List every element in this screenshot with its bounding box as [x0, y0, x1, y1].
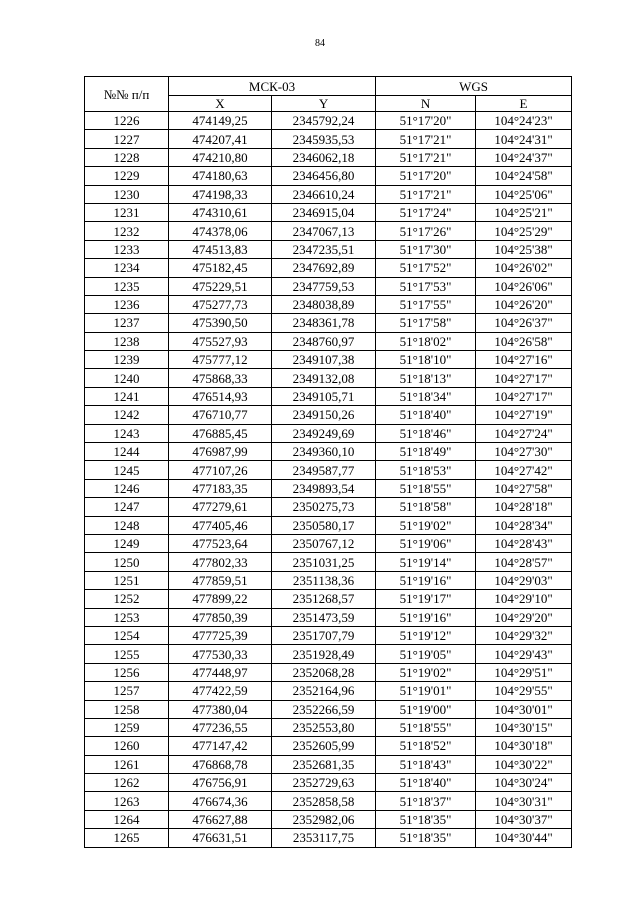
cell-e: 104°28'18" — [476, 498, 572, 516]
cell-point-number: 1263 — [85, 792, 169, 810]
cell-x: 474149,25 — [169, 112, 272, 130]
cell-y: 2352553,80 — [272, 718, 376, 736]
cell-y: 2351707,79 — [272, 626, 376, 644]
cell-e: 104°26'06" — [476, 277, 572, 295]
table-row — [85, 112, 572, 130]
cell-point-number: 1251 — [85, 571, 169, 589]
cell-y: 2348760,97 — [272, 332, 376, 350]
cell-y: 2349587,77 — [272, 461, 376, 479]
cell-x: 476756,91 — [169, 774, 272, 792]
table-row — [85, 774, 572, 792]
table-row — [85, 516, 572, 534]
cell-point-number: 1231 — [85, 203, 169, 221]
table-row — [85, 461, 572, 479]
header-n: N — [376, 96, 476, 112]
cell-n: 51°19'17" — [376, 590, 476, 608]
cell-y: 2350580,17 — [272, 516, 376, 534]
cell-n: 51°19'02" — [376, 663, 476, 681]
cell-e: 104°27'30" — [476, 443, 572, 461]
cell-e: 104°24'31" — [476, 130, 572, 148]
cell-e: 104°30'18" — [476, 737, 572, 755]
cell-n: 51°18'46" — [376, 424, 476, 442]
cell-y: 2352068,28 — [272, 663, 376, 681]
table-row — [85, 700, 572, 718]
cell-y: 2351268,57 — [272, 590, 376, 608]
cell-e: 104°29'03" — [476, 571, 572, 589]
cell-y: 2345792,24 — [272, 112, 376, 130]
cell-y: 2347067,13 — [272, 222, 376, 240]
cell-x: 476987,99 — [169, 443, 272, 461]
cell-e: 104°29'43" — [476, 645, 572, 663]
cell-n: 51°19'16" — [376, 608, 476, 626]
cell-x: 477850,39 — [169, 608, 272, 626]
table-row — [85, 534, 572, 552]
table-row — [85, 314, 572, 332]
cell-e: 104°26'58" — [476, 332, 572, 350]
cell-point-number: 1230 — [85, 185, 169, 203]
cell-e: 104°30'22" — [476, 755, 572, 773]
cell-n: 51°18'35" — [376, 829, 476, 847]
cell-point-number: 1229 — [85, 167, 169, 185]
cell-y: 2353117,75 — [272, 829, 376, 847]
cell-e: 104°30'44" — [476, 829, 572, 847]
cell-y: 2349893,54 — [272, 479, 376, 497]
cell-y: 2350767,12 — [272, 534, 376, 552]
cell-n: 51°18'37" — [376, 792, 476, 810]
cell-y: 2350275,73 — [272, 498, 376, 516]
cell-n: 51°17'55" — [376, 295, 476, 313]
cell-x: 477147,42 — [169, 737, 272, 755]
cell-point-number: 1243 — [85, 424, 169, 442]
cell-y: 2349105,71 — [272, 387, 376, 405]
cell-e: 104°24'37" — [476, 148, 572, 166]
cell-point-number: 1239 — [85, 351, 169, 369]
table-row — [85, 369, 572, 387]
cell-x: 477405,46 — [169, 516, 272, 534]
table-row — [85, 167, 572, 185]
cell-y: 2352982,06 — [272, 810, 376, 828]
cell-point-number: 1232 — [85, 222, 169, 240]
cell-x: 476514,93 — [169, 387, 272, 405]
cell-e: 104°29'20" — [476, 608, 572, 626]
cell-n: 51°17'58" — [376, 314, 476, 332]
coordinates-table — [84, 76, 572, 848]
table-row — [85, 737, 572, 755]
cell-point-number: 1250 — [85, 553, 169, 571]
cell-x: 477530,33 — [169, 645, 272, 663]
cell-point-number: 1260 — [85, 737, 169, 755]
table-row — [85, 185, 572, 203]
header-msk03-group: МСК-03 — [169, 77, 376, 96]
cell-n: 51°19'14" — [376, 553, 476, 571]
cell-n: 51°18'49" — [376, 443, 476, 461]
cell-e: 104°26'02" — [476, 259, 572, 277]
table-row — [85, 240, 572, 258]
cell-point-number: 1238 — [85, 332, 169, 350]
cell-e: 104°24'58" — [476, 167, 572, 185]
cell-e: 104°30'37" — [476, 810, 572, 828]
cell-n: 51°18'10" — [376, 351, 476, 369]
cell-n: 51°18'34" — [376, 387, 476, 405]
cell-n: 51°19'01" — [376, 682, 476, 700]
cell-n: 51°18'52" — [376, 737, 476, 755]
cell-e: 104°29'32" — [476, 626, 572, 644]
cell-x: 477899,22 — [169, 590, 272, 608]
cell-n: 51°18'13" — [376, 369, 476, 387]
cell-e: 104°29'51" — [476, 663, 572, 681]
table-row — [85, 130, 572, 148]
cell-n: 51°19'02" — [376, 516, 476, 534]
table-row — [85, 277, 572, 295]
table-row — [85, 571, 572, 589]
cell-point-number: 1244 — [85, 443, 169, 461]
cell-n: 51°17'21" — [376, 148, 476, 166]
cell-n: 51°19'00" — [376, 700, 476, 718]
cell-y: 2347235,51 — [272, 240, 376, 258]
cell-n: 51°18'53" — [376, 461, 476, 479]
table-row — [85, 590, 572, 608]
cell-n: 51°17'52" — [376, 259, 476, 277]
cell-point-number: 1247 — [85, 498, 169, 516]
cell-n: 51°17'24" — [376, 203, 476, 221]
cell-point-number: 1248 — [85, 516, 169, 534]
cell-x: 477725,39 — [169, 626, 272, 644]
cell-x: 474198,33 — [169, 185, 272, 203]
cell-e: 104°30'15" — [476, 718, 572, 736]
table-row — [85, 203, 572, 221]
cell-y: 2346456,80 — [272, 167, 376, 185]
cell-x: 476885,45 — [169, 424, 272, 442]
cell-point-number: 1255 — [85, 645, 169, 663]
cell-point-number: 1235 — [85, 277, 169, 295]
cell-n: 51°17'20" — [376, 167, 476, 185]
table-row — [85, 424, 572, 442]
cell-n: 51°19'12" — [376, 626, 476, 644]
cell-point-number: 1254 — [85, 626, 169, 644]
cell-x: 476674,36 — [169, 792, 272, 810]
cell-y: 2352681,35 — [272, 755, 376, 773]
cell-y: 2352858,58 — [272, 792, 376, 810]
cell-e: 104°25'06" — [476, 185, 572, 203]
cell-point-number: 1233 — [85, 240, 169, 258]
cell-y: 2352266,59 — [272, 700, 376, 718]
cell-point-number: 1242 — [85, 406, 169, 424]
cell-n: 51°17'21" — [376, 185, 476, 203]
cell-point-number: 1245 — [85, 461, 169, 479]
cell-n: 51°18'40" — [376, 406, 476, 424]
cell-n: 51°18'55" — [376, 718, 476, 736]
cell-e: 104°29'55" — [476, 682, 572, 700]
cell-e: 104°27'16" — [476, 351, 572, 369]
cell-y: 2346915,04 — [272, 203, 376, 221]
cell-x: 477183,35 — [169, 479, 272, 497]
table-row — [85, 810, 572, 828]
cell-n: 51°18'40" — [376, 774, 476, 792]
cell-e: 104°27'19" — [476, 406, 572, 424]
cell-n: 51°18'43" — [376, 755, 476, 773]
cell-point-number: 1259 — [85, 718, 169, 736]
cell-y: 2351928,49 — [272, 645, 376, 663]
table-row — [85, 792, 572, 810]
cell-e: 104°29'10" — [476, 590, 572, 608]
cell-x: 474210,80 — [169, 148, 272, 166]
cell-n: 51°19'06" — [376, 534, 476, 552]
cell-n: 51°19'16" — [376, 571, 476, 589]
table-row — [85, 406, 572, 424]
cell-point-number: 1264 — [85, 810, 169, 828]
cell-point-number: 1227 — [85, 130, 169, 148]
cell-e: 104°30'01" — [476, 700, 572, 718]
cell-y: 2349249,69 — [272, 424, 376, 442]
cell-e: 104°27'17" — [476, 369, 572, 387]
cell-x: 475277,73 — [169, 295, 272, 313]
cell-x: 477236,55 — [169, 718, 272, 736]
cell-point-number: 1240 — [85, 369, 169, 387]
cell-x: 474378,06 — [169, 222, 272, 240]
cell-point-number: 1256 — [85, 663, 169, 681]
table-row — [85, 443, 572, 461]
cell-y: 2348361,78 — [272, 314, 376, 332]
header-e: E — [476, 96, 572, 112]
cell-x: 475229,51 — [169, 277, 272, 295]
cell-point-number: 1253 — [85, 608, 169, 626]
cell-point-number: 1257 — [85, 682, 169, 700]
cell-point-number: 1249 — [85, 534, 169, 552]
table-header — [85, 77, 572, 112]
cell-point-number: 1246 — [85, 479, 169, 497]
table-row — [85, 553, 572, 571]
cell-y: 2352605,99 — [272, 737, 376, 755]
cell-y: 2346062,18 — [272, 148, 376, 166]
cell-x: 476627,88 — [169, 810, 272, 828]
cell-point-number: 1265 — [85, 829, 169, 847]
cell-e: 104°30'31" — [476, 792, 572, 810]
cell-x: 475777,12 — [169, 351, 272, 369]
cell-y: 2351031,25 — [272, 553, 376, 571]
cell-e: 104°27'17" — [476, 387, 572, 405]
cell-n: 51°17'21" — [376, 130, 476, 148]
cell-e: 104°27'42" — [476, 461, 572, 479]
cell-x: 476868,78 — [169, 755, 272, 773]
cell-y: 2349150,26 — [272, 406, 376, 424]
cell-n: 51°17'30" — [376, 240, 476, 258]
cell-x: 477448,97 — [169, 663, 272, 681]
table-row — [85, 608, 572, 626]
cell-e: 104°27'24" — [476, 424, 572, 442]
cell-y: 2347692,89 — [272, 259, 376, 277]
cell-e: 104°25'38" — [476, 240, 572, 258]
cell-x: 474180,63 — [169, 167, 272, 185]
cell-point-number: 1262 — [85, 774, 169, 792]
table-row — [85, 718, 572, 736]
cell-y: 2352729,63 — [272, 774, 376, 792]
table-row — [85, 498, 572, 516]
cell-x: 477859,51 — [169, 571, 272, 589]
cell-x: 477422,59 — [169, 682, 272, 700]
cell-e: 104°24'23" — [476, 112, 572, 130]
cell-y: 2351473,59 — [272, 608, 376, 626]
cell-y: 2351138,36 — [272, 571, 376, 589]
header-point-number: №№ п/п — [85, 77, 169, 112]
header-wgs-group: WGS — [376, 77, 572, 96]
cell-x: 475182,45 — [169, 259, 272, 277]
table-row — [85, 259, 572, 277]
cell-n: 51°19'05" — [376, 645, 476, 663]
cell-x: 474310,61 — [169, 203, 272, 221]
cell-x: 477380,04 — [169, 700, 272, 718]
table-row — [85, 682, 572, 700]
header-x: X — [169, 96, 272, 112]
cell-x: 474513,83 — [169, 240, 272, 258]
table-row — [85, 663, 572, 681]
cell-x: 475527,93 — [169, 332, 272, 350]
cell-n: 51°18'55" — [376, 479, 476, 497]
table-row — [85, 387, 572, 405]
cell-point-number: 1236 — [85, 295, 169, 313]
cell-e: 104°25'21" — [476, 203, 572, 221]
cell-point-number: 1234 — [85, 259, 169, 277]
cell-x: 476631,51 — [169, 829, 272, 847]
cell-point-number: 1228 — [85, 148, 169, 166]
cell-e: 104°26'20" — [476, 295, 572, 313]
cell-n: 51°17'53" — [376, 277, 476, 295]
cell-point-number: 1241 — [85, 387, 169, 405]
cell-x: 475868,33 — [169, 369, 272, 387]
cell-x: 476710,77 — [169, 406, 272, 424]
cell-x: 474207,41 — [169, 130, 272, 148]
cell-point-number: 1226 — [85, 112, 169, 130]
cell-n: 51°18'58" — [376, 498, 476, 516]
cell-e: 104°25'29" — [476, 222, 572, 240]
cell-y: 2347759,53 — [272, 277, 376, 295]
cell-point-number: 1237 — [85, 314, 169, 332]
cell-e: 104°30'24" — [476, 774, 572, 792]
table-row — [85, 351, 572, 369]
cell-e: 104°27'58" — [476, 479, 572, 497]
cell-e: 104°26'37" — [476, 314, 572, 332]
cell-point-number: 1252 — [85, 590, 169, 608]
table-row — [85, 645, 572, 663]
cell-n: 51°18'02" — [376, 332, 476, 350]
cell-y: 2349107,38 — [272, 351, 376, 369]
cell-point-number: 1258 — [85, 700, 169, 718]
cell-x: 477279,61 — [169, 498, 272, 516]
cell-point-number: 1261 — [85, 755, 169, 773]
cell-x: 477107,26 — [169, 461, 272, 479]
table-row — [85, 222, 572, 240]
cell-n: 51°17'26" — [376, 222, 476, 240]
table-row — [85, 479, 572, 497]
cell-x: 477802,33 — [169, 553, 272, 571]
cell-y: 2352164,96 — [272, 682, 376, 700]
table-row — [85, 829, 572, 847]
cell-e: 104°28'57" — [476, 553, 572, 571]
page-number: 84 — [315, 38, 325, 49]
table-body — [85, 112, 572, 848]
cell-e: 104°28'34" — [476, 516, 572, 534]
table-row — [85, 755, 572, 773]
cell-y: 2348038,89 — [272, 295, 376, 313]
cell-y: 2346610,24 — [272, 185, 376, 203]
cell-y: 2349132,08 — [272, 369, 376, 387]
cell-n: 51°18'35" — [376, 810, 476, 828]
cell-y: 2345935,53 — [272, 130, 376, 148]
table-row — [85, 148, 572, 166]
cell-n: 51°17'20" — [376, 112, 476, 130]
cell-y: 2349360,10 — [272, 443, 376, 461]
cell-x: 477523,64 — [169, 534, 272, 552]
table-row — [85, 295, 572, 313]
cell-x: 475390,50 — [169, 314, 272, 332]
header-y: Y — [272, 96, 376, 112]
cell-e: 104°28'43" — [476, 534, 572, 552]
table-row — [85, 332, 572, 350]
table-row — [85, 626, 572, 644]
